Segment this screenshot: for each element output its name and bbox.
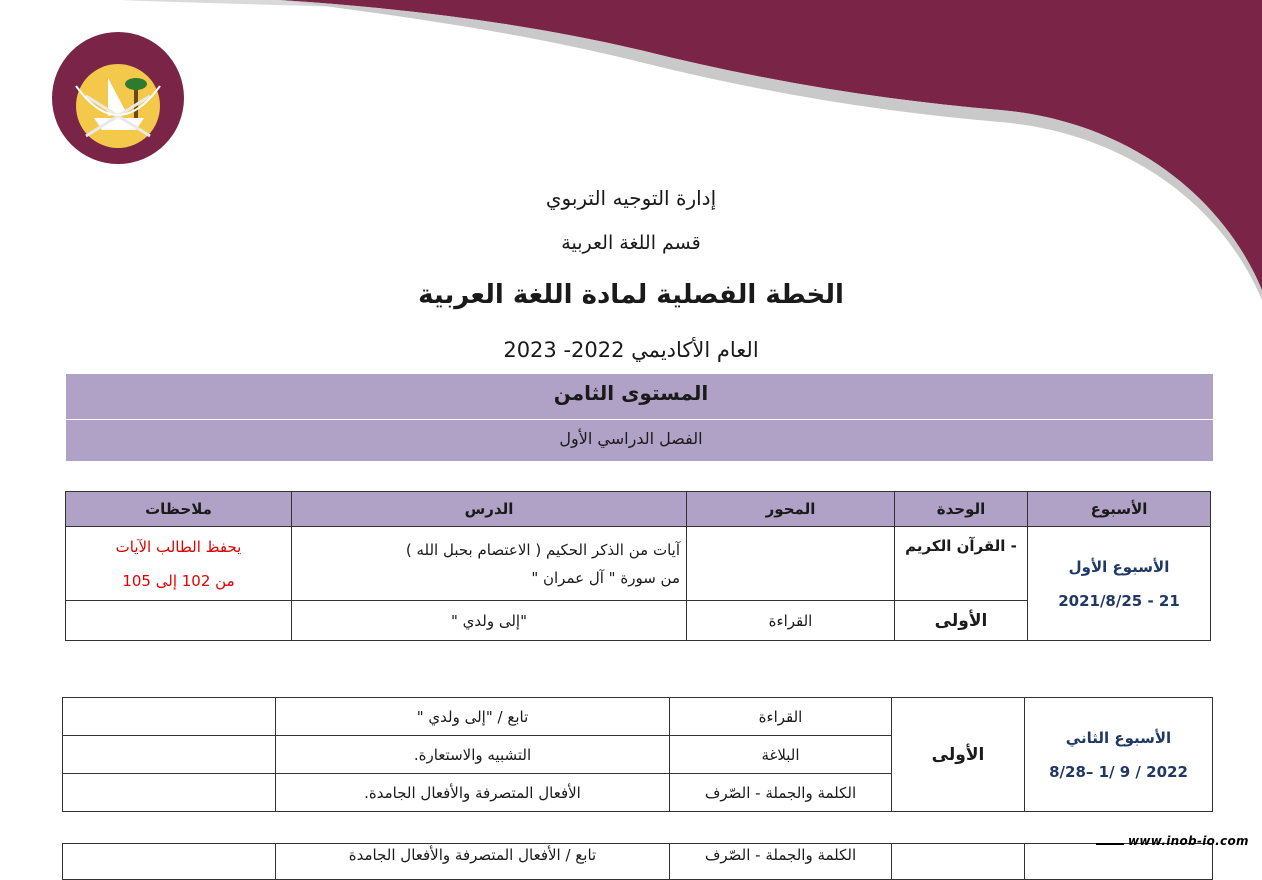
semester-name: الفصل الدراسي الأول [559, 429, 703, 448]
axis-cell: الكلمة والجملة - الصّرف [670, 844, 892, 880]
notes-cell [63, 844, 276, 880]
watermark-rule [1096, 843, 1124, 845]
lesson-cell: تابع / الأفعال المتصرفة والأفعال الجامدة [276, 844, 670, 880]
lesson-cell: الأفعال المتصرفة والأفعال الجامدة. [276, 774, 670, 812]
lesson-line: آيات من الذكر الحكيم ( الاعتصام بحبل الله ) [405, 540, 680, 559]
axis-cell: القراءة [670, 698, 892, 736]
header-unit: الوحدة [895, 492, 1028, 527]
unit-cell [892, 844, 1025, 880]
watermark-link[interactable]: www.inob-io.com [1128, 834, 1249, 848]
header-lesson: الدرس [292, 492, 687, 527]
unit-cell: - القرآن الكريم [895, 527, 1028, 601]
section-title: قسم اللغة العربية [561, 232, 701, 254]
lesson-cell: تابع / "إلى ولدي " [276, 698, 670, 736]
lesson-cell: التشبيه والاستعارة. [276, 736, 670, 774]
week-name: الأسبوع الأول [1068, 557, 1170, 576]
header-notes: ملاحظات [66, 492, 292, 527]
axis-cell: القراءة [687, 601, 895, 641]
plan-table-week-1 [65, 491, 1211, 641]
note-line: يحفظ الطالب الآيات [115, 537, 242, 556]
notes-cell [63, 774, 276, 812]
week-cell [1028, 527, 1211, 641]
level-name: المستوى الثامن [553, 381, 709, 405]
axis-cell [687, 527, 895, 601]
week-cell [1025, 698, 1213, 812]
axis-cell: الكلمة والجملة - الصّرف [670, 774, 892, 812]
unit-cell: الأولى [892, 698, 1025, 812]
notes-cell [66, 527, 292, 601]
unit-cell: الأولى [895, 601, 1028, 641]
week-name: الأسبوع الثاني [1065, 728, 1172, 747]
header-axis: المحور [687, 492, 895, 527]
academic-year: العام الأكاديمي 2022- 2023 [503, 338, 759, 362]
department-title: إدارة التوجيه التربوي [545, 186, 717, 210]
week-cell [1025, 844, 1213, 880]
plan-table-week-2 [62, 697, 1213, 812]
plan-table-week-3 [62, 843, 1213, 880]
note-line: من 102 إلى 105 [122, 571, 235, 590]
qatar-emblem-logo [46, 26, 191, 171]
lesson-cell [292, 527, 687, 601]
lesson-cell: "إلى ولدي " [292, 601, 687, 641]
week-dates: 2022 / 9 /1 –8/28 [1049, 762, 1188, 781]
page-title: الخطة الفصلية لمادة اللغة العربية [418, 280, 844, 310]
notes-cell [63, 736, 276, 774]
axis-cell: البلاغة [670, 736, 892, 774]
notes-cell [66, 601, 292, 641]
header-week: الأسبوع [1028, 492, 1211, 527]
lesson-line: من سورة " آل عمران " [531, 568, 680, 587]
week-dates: 21 - 2021/8/25 [1058, 591, 1180, 610]
notes-cell [63, 698, 276, 736]
